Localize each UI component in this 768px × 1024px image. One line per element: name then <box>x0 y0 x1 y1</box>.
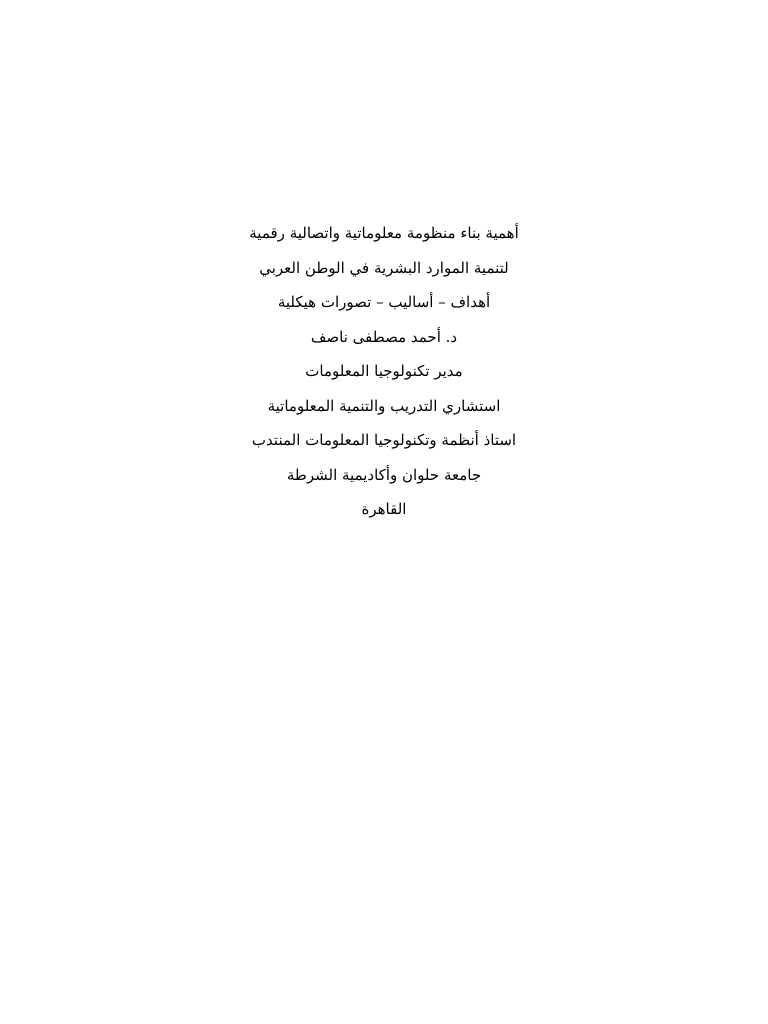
document-topics: أهداف – أساليب – تصورات هيكلية <box>277 293 491 311</box>
document-location: القاهرة <box>361 500 407 518</box>
author-consultancy: استشاري التدريب والتنمية المعلوماتية <box>267 396 501 415</box>
document-subtitle: لتنمية الموارد البشرية في الوطن العربي <box>259 258 509 277</box>
document-title: أهمية بناء منظومة معلوماتية واتصالية رقمية <box>249 224 519 242</box>
author-position: مدير تكنولوجيا المعلومات <box>305 362 463 380</box>
title-page-block <box>0 218 768 529</box>
author-institutions: جامعة حلوان وأكاديمية الشرطة <box>286 465 482 484</box>
author-name: د. أحمد مصطفى ناصف <box>310 327 458 346</box>
author-professorship: استاذ أنظمة وتكنولوجيا المعلومات المنتدب <box>251 431 517 449</box>
